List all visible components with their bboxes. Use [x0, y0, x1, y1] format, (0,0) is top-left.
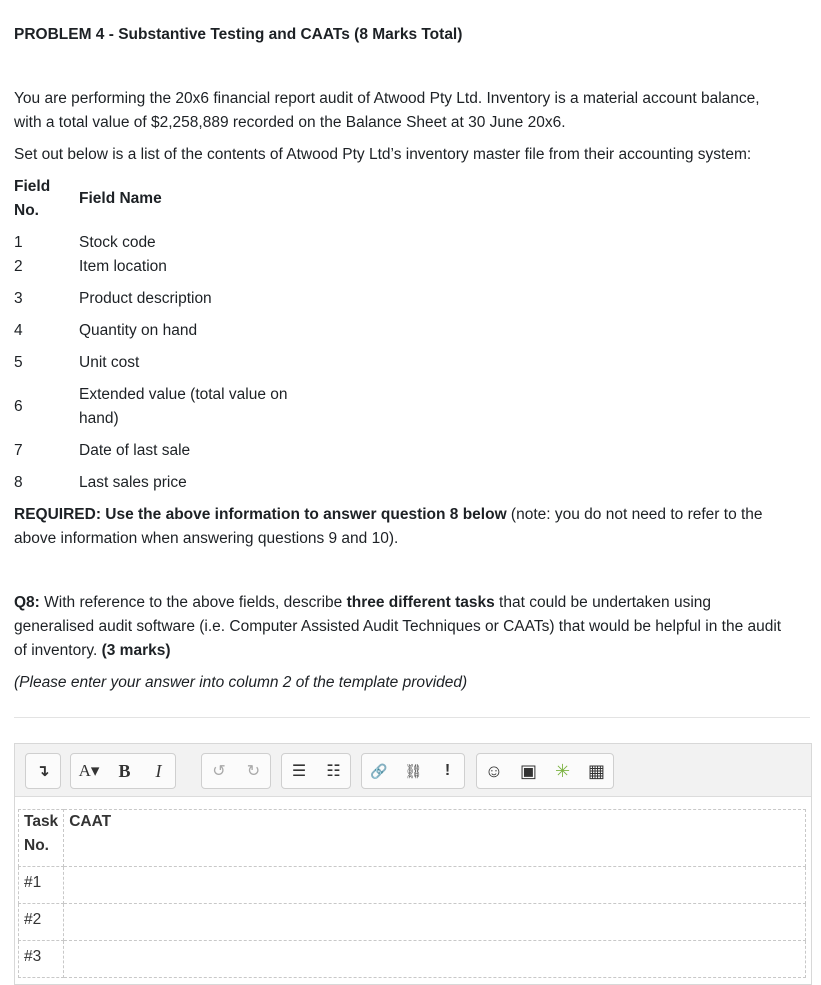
- task-no-cell: #2: [19, 904, 64, 941]
- q8-text: that could be undertaken using: [494, 594, 712, 611]
- caat-answer-cell[interactable]: [64, 867, 806, 904]
- field-no: 1: [14, 234, 23, 251]
- table-row: [19, 904, 806, 941]
- toolbar-group-lists: [281, 753, 351, 789]
- field-name: Extended value (total value on: [79, 386, 288, 403]
- table-row: [19, 867, 806, 904]
- field-no: 7: [14, 442, 23, 459]
- task-no-cell: #3: [19, 941, 64, 978]
- field-name: Quantity on hand: [79, 322, 198, 339]
- caat-answer-cell[interactable]: [64, 904, 806, 941]
- emoji-icon[interactable]: ☺: [484, 760, 504, 781]
- answer-editor: [14, 743, 812, 985]
- q8-text: With reference to the above fields, describe: [39, 594, 347, 611]
- field-no: 5: [14, 354, 23, 371]
- field-name: Date of last sale: [79, 442, 191, 459]
- intro-line-1: You are performing the 20x6 financial report audit of Atwood Pty Ltd. Inventory is a material account balance,: [14, 90, 760, 107]
- field-no: 6: [14, 398, 23, 415]
- bullet-list-icon[interactable]: ☰: [291, 763, 307, 780]
- field-name: Item location: [79, 258, 167, 275]
- field-no: 8: [14, 474, 23, 491]
- q8-text: of inventory.: [14, 642, 102, 659]
- field-no: 3: [14, 290, 23, 307]
- media-icon[interactable]: ✳: [554, 760, 571, 781]
- bold-icon[interactable]: B: [118, 760, 131, 781]
- field-name-continued: hand): [79, 410, 119, 427]
- editor-toolbar: [15, 744, 811, 797]
- toolbar-group-history: [201, 753, 271, 789]
- answer-template-table: [18, 809, 806, 978]
- required-note: (note: you do not need to refer to the: [506, 506, 763, 523]
- italic-icon[interactable]: I: [155, 760, 162, 781]
- task-no-cell: #1: [19, 867, 64, 904]
- q8-line-1: [14, 591, 711, 615]
- required-bold: REQUIRED: Use the above information to answer question 8 below: [14, 506, 507, 523]
- collapse-toolbar-icon[interactable]: ↴: [36, 763, 50, 780]
- redo-icon[interactable]: ↻: [246, 763, 261, 780]
- table-icon[interactable]: ▦: [587, 760, 605, 781]
- task-no-header-line-2: No.: [24, 837, 49, 854]
- intro-line-2: with a total value of $2,258,889 recorded on the Balance Sheet at 30 June 20x6.: [14, 114, 566, 131]
- required-line-1: [14, 503, 763, 527]
- field-no: 4: [14, 322, 23, 339]
- table-row: [19, 941, 806, 978]
- field-no-header-1: Field: [14, 178, 51, 195]
- toolbar-group-links: [361, 753, 465, 789]
- numbered-list-icon[interactable]: ☷: [326, 763, 341, 780]
- field-name: Last sales price: [79, 474, 187, 491]
- field-name: Stock code: [79, 234, 156, 251]
- problem-heading: PROBLEM 4 - Substantive Testing and CAATs (8 Marks Total): [14, 26, 463, 43]
- caat-header: CAAT: [64, 810, 806, 867]
- toolbar-group-format: [70, 753, 176, 789]
- unlink-icon[interactable]: ⛓: [404, 762, 423, 779]
- link-icon[interactable]: 🔗: [370, 762, 388, 779]
- toolbar-group-collapse: [25, 753, 61, 789]
- intro-line-3: Set out below is a list of the contents of Atwood Pty Ltd’s inventory master file from their accounting system:: [14, 146, 752, 163]
- field-name-header: Field Name: [79, 190, 162, 207]
- answer-table-header: [19, 810, 806, 867]
- task-no-header-line-1: Task: [24, 813, 59, 830]
- task-no-header: [19, 810, 64, 867]
- toolbar-group-insert: [476, 753, 614, 789]
- q8-instruction: (Please enter your answer into column 2 of the template provided): [14, 674, 468, 691]
- q8-marks: (3 marks): [101, 642, 171, 659]
- field-name: Product description: [79, 290, 212, 307]
- field-no-header-2: No.: [14, 202, 39, 219]
- required-line-2: above information when answering questions 9 and 10).: [14, 530, 399, 547]
- important-icon[interactable]: !: [444, 762, 451, 779]
- field-name: Unit cost: [79, 354, 140, 371]
- undo-icon[interactable]: ↺: [212, 763, 226, 780]
- image-icon[interactable]: ▣: [519, 760, 537, 781]
- q8-label: Q8:: [14, 594, 40, 611]
- divider: [14, 717, 810, 718]
- q8-line-3: [14, 639, 171, 663]
- q8-line-2: generalised audit software (i.e. Computer Assisted Audit Techniques or CAATs) that would be helpful in the audit: [14, 618, 782, 635]
- font-style-icon[interactable]: A▾: [78, 761, 100, 780]
- q8-emphasis: three different tasks: [346, 594, 495, 611]
- field-no: 2: [14, 258, 23, 275]
- caat-answer-cell[interactable]: [64, 941, 806, 978]
- editor-content[interactable]: [18, 809, 806, 978]
